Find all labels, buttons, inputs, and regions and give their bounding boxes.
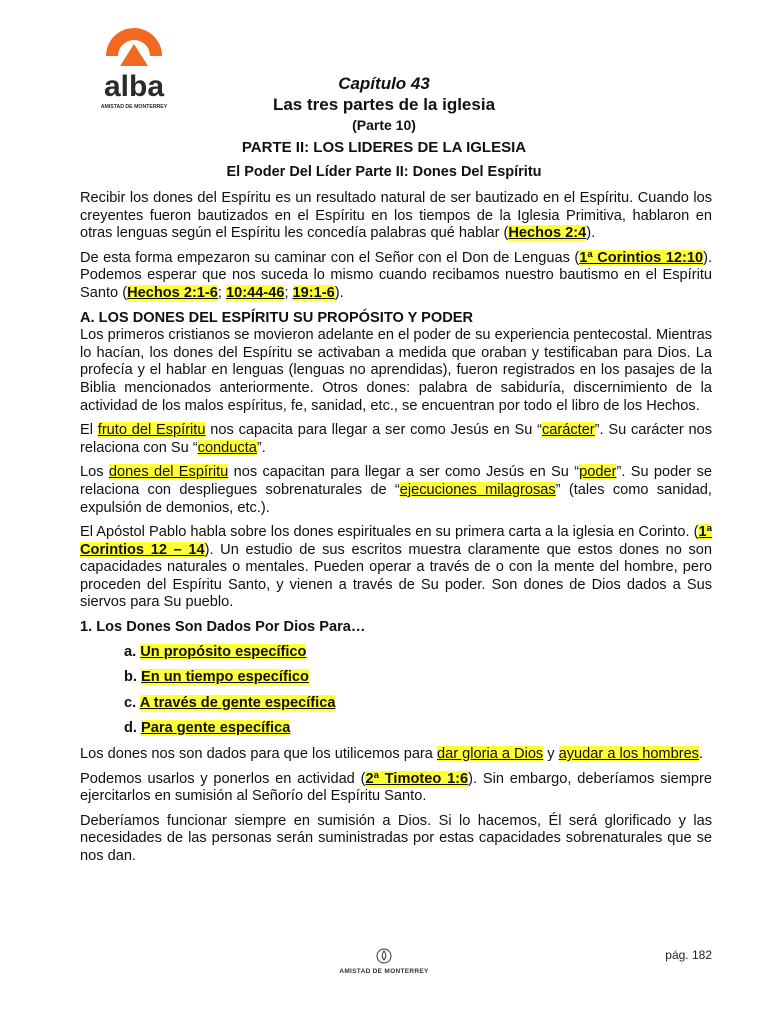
page-number: pág. 182 <box>665 948 712 962</box>
highlight-term: ayudar a los hombres <box>558 746 699 763</box>
list-item-text: Para gente específica <box>141 720 291 737</box>
list-item <box>124 669 712 687</box>
list-item <box>124 695 712 713</box>
scripture-ref: 2ª Timoteo 1:6 <box>365 770 469 787</box>
paragraph-text: ”. Su poder se relaciona con despliegues sobrenaturales de “ <box>80 464 712 498</box>
highlight-term: poder <box>579 464 617 481</box>
paragraph-use <box>80 771 712 806</box>
highlight-term: dar gloria a Dios <box>436 746 544 763</box>
page-title: Las tres partes de la iglesia <box>272 95 496 114</box>
footer-logo <box>0 948 768 969</box>
document-body <box>80 190 712 873</box>
paragraph-2 <box>80 250 712 303</box>
paragraph-1 <box>80 190 712 243</box>
paragraph-submission: Deberíamos funcionar siempre en sumisión a Dios. Si lo hacemos, Él será glorificado y las necesidades de las personas serán suministradas por estas capacidades sobrenaturales que se nos dan. <box>80 812 712 864</box>
paragraph-text: Recibir los dones del Espíritu es un resultado natural de ser bautizado en el Espíritu. Cuando los creyentes fueron bautizados en el Espíritu en los tiempos de la Iglesia Primitiva, hablaron en otras lenguas según el Espíritu les concedía palabras qué hablar ( <box>80 190 712 242</box>
list-marker: b. <box>124 669 137 686</box>
scripture-ref: Hechos 2:1-6 <box>127 284 218 301</box>
paragraph-fruit <box>80 422 712 457</box>
highlight-term: carácter <box>541 422 595 439</box>
paragraph-text: y <box>543 746 559 763</box>
footer-org-name: AMISTAD DE MONTERREY <box>339 968 429 975</box>
list-heading: 1. Los Dones Son Dados Por Dios Para… <box>80 619 366 636</box>
logo-tagline: AMISTAD DE MONTERREY <box>100 104 168 110</box>
highlight-term: dones del Espíritu <box>108 464 229 481</box>
list-item-text: A través de gente específica <box>139 694 336 711</box>
paragraph-text: Podemos usarlos y ponerlos en actividad ( <box>80 770 366 787</box>
scripture-ref: 1ª Corintios 12 – 14 <box>80 524 712 558</box>
paragraph-text: ” (tales como sanidad, expulsión de demonios, etc.). <box>80 481 712 516</box>
list-item-text: Un propósito específico <box>140 643 307 660</box>
scripture-ref: Hechos 2:4 <box>508 225 587 242</box>
paragraph-text: De esta forma empezaron su caminar con el Señor con el Don de Lenguas ( <box>80 249 580 266</box>
paragraph-text: ). <box>334 284 344 301</box>
paragraph-text: nos capacita para llegar a ser como Jesús en Su “ <box>205 422 542 439</box>
paragraph-text: El <box>80 422 98 439</box>
separator: ; <box>284 284 293 301</box>
section-title: PARTE II: LOS LIDERES DE LA IGLESIA <box>241 139 527 156</box>
list-item <box>124 720 712 738</box>
chapter-title: Capítulo 43 <box>338 74 430 93</box>
separator: ; <box>217 284 227 301</box>
section-subtitle: El Poder Del Líder Parte II: Dones Del Espíritu <box>226 164 542 180</box>
list-item-text: En un tiempo específico <box>141 669 309 686</box>
paragraph-text: nos capacitan para llegar a ser como Jesús en Su “ <box>228 464 580 481</box>
paragraph-text: El Apóstol Pablo habla sobre los dones espirituales en su primera carta a la iglesia en Corinto. ( <box>80 524 699 541</box>
highlight-term: conducta <box>197 439 257 456</box>
paragraph-text: ). Sin embargo, deberíamos siempre ejercitarlos en sumisión al Señorío del Espíritu Santo. <box>80 770 712 805</box>
paragraph-pablo <box>80 524 712 612</box>
footer-flame-icon <box>376 948 392 964</box>
logo-wordmark: alba <box>103 70 165 103</box>
paragraph-text: ”. <box>256 439 266 456</box>
list-marker: d. <box>124 720 137 737</box>
list-marker: c. <box>124 694 137 711</box>
section-a-heading: A. LOS DONES DEL ESPÍRITU SU PROPÓSITO Y PODER <box>80 309 474 326</box>
scripture-ref: 1ª Corintios 12:10 <box>579 249 704 266</box>
paragraph-text: ). Podemos esperar que nos suceda lo mismo cuando recibamos nuestro bautismo en el Espíritu Santo ( <box>80 249 712 301</box>
list-marker: a. <box>124 643 137 660</box>
paragraph-text: Los <box>80 464 109 481</box>
paragraph-text: Los dones nos son dados para que los utilicemos para <box>80 746 437 763</box>
paragraph-text: ”. Su carácter nos relaciona con Su “ <box>80 422 713 456</box>
paragraph-purpose <box>80 746 712 764</box>
paragraph-text: . <box>698 746 704 763</box>
part-label: (Parte 10) <box>352 117 416 133</box>
paragraph-gifts <box>80 464 712 517</box>
section-a-paragraph: Los primeros cristianos se movieron adelante en el poder de su experiencia pentecostal. Mientras lo hacían, los dones del Espíritu se activaban a medida que oraban y testificaban para Dios. La profecía y el hablar en lenguas (lenguas no aprendidas), fueron registrados en los pasajes de la Biblia mencionados anteriormente. Otros dones: palabra de sabiduría, discernimiento de la actividad de los malos espíritus, fe, sanidad, etc., se encuentran por todo el libro de los Hechos. <box>80 327 712 414</box>
scripture-ref: 10:44-46 <box>226 284 285 301</box>
paragraph-text: ). <box>586 225 596 242</box>
paragraph-text: ). Un estudio de sus escritos muestra claramente que estos dones no son capacidades naturales o mentales. Pueden operar a través de o con la mente del hombre, pero proceden del Espíritu Santo, y vienen a través de Su poder. Son dones de Dios dados a Sus siervos para Su pueblo. <box>80 541 713 611</box>
gifts-list <box>80 644 712 738</box>
scripture-ref: 19:1-6 <box>292 284 335 301</box>
list-item <box>124 644 712 662</box>
highlight-term: ejecuciones milagrosas <box>399 481 556 498</box>
highlight-term: fruto del Espíritu <box>97 422 206 439</box>
